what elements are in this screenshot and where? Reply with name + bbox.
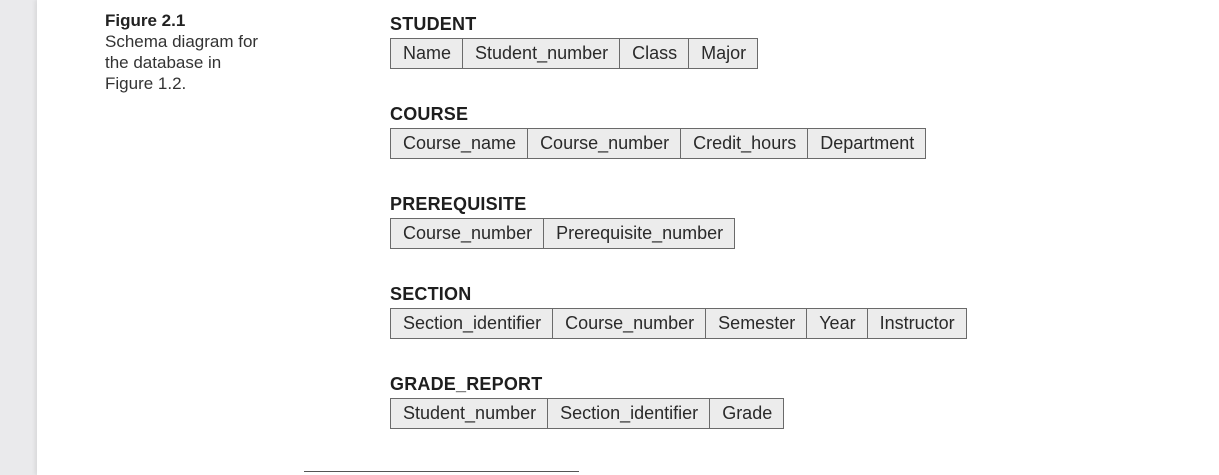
attribute-cell: Grade [709,399,783,428]
figure-title: Figure 2.1 [105,11,186,30]
relation-name: COURSE [390,104,469,124]
caption-line: Schema diagram for [105,32,259,51]
relation-course [390,102,926,159]
attribute-cell: Year [806,309,866,338]
attribute-row [390,218,735,249]
relation-name: GRADE_REPORT [390,374,543,394]
attribute-cell: Prerequisite_number [543,219,734,248]
relation-student [390,12,758,69]
relation-section [390,282,967,339]
attribute-cell: Name [403,43,452,63]
relation-name: SECTION [390,284,472,304]
relation-name: STUDENT [390,14,477,34]
relation-prerequisite [390,192,735,249]
attribute-cell: Section_identifier [547,399,709,428]
relation-name: PREREQUISITE [390,194,527,214]
attribute-row [390,308,967,339]
attribute-cell: Course_number [403,223,533,243]
attribute-row [390,398,784,429]
attribute-cell: Credit_hours [680,129,807,158]
attribute-cell: Department [807,129,925,158]
attribute-cell: Student_number [462,39,619,68]
attribute-row [390,128,926,159]
relation-grade-report [390,372,784,429]
caption-line: Figure 1.2. [105,74,187,93]
attribute-cell: Class [619,39,688,68]
footnote-divider [304,471,579,472]
attribute-cell: Student_number [403,403,537,423]
attribute-cell: Major [688,39,757,68]
figure-caption [105,11,305,94]
attribute-cell: Course_number [552,309,705,338]
attribute-cell: Semester [705,309,806,338]
attribute-cell: Course_name [403,133,517,153]
attribute-cell: Instructor [867,309,966,338]
caption-line: the database in [105,53,222,72]
attribute-cell: Section_identifier [403,313,542,333]
attribute-row [390,38,758,69]
attribute-cell: Course_number [527,129,680,158]
